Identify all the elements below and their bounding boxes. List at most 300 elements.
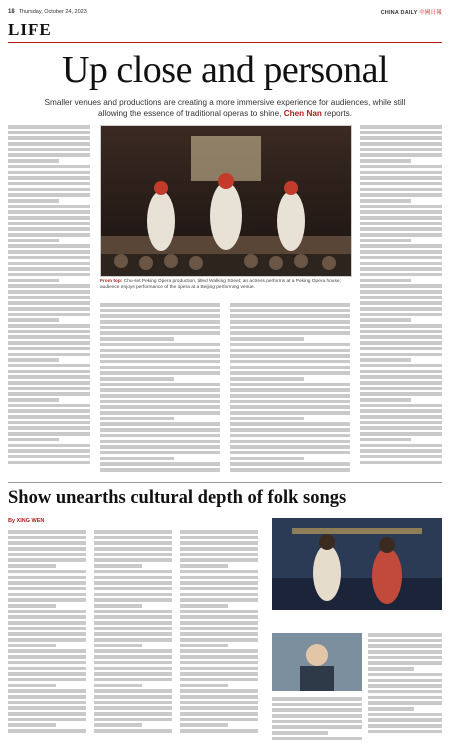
text-line	[8, 689, 86, 693]
text-line	[230, 349, 350, 353]
text-line	[100, 440, 220, 444]
text-line	[94, 598, 172, 602]
text-line	[8, 392, 90, 396]
text-line	[8, 313, 90, 317]
text-line	[8, 438, 59, 442]
text-line	[180, 581, 258, 585]
text-line	[8, 148, 90, 152]
text-line	[180, 638, 258, 642]
text-line	[8, 455, 90, 459]
text-line	[180, 678, 258, 682]
text-line	[100, 343, 220, 347]
text-line	[8, 159, 59, 163]
text-line	[360, 233, 442, 237]
text-line	[8, 558, 86, 562]
text-line	[360, 159, 411, 163]
text-line	[94, 604, 142, 608]
text-line	[180, 621, 258, 625]
text-line	[180, 632, 258, 636]
second-article-headline: Show unearths cultural depth of folk songs	[8, 488, 347, 508]
text-line	[368, 650, 442, 654]
text-line	[8, 570, 86, 574]
text-line	[360, 387, 442, 391]
text-line	[230, 451, 350, 455]
text-line	[230, 428, 350, 432]
text-line	[360, 409, 442, 413]
text-line	[8, 353, 90, 357]
text-line	[360, 370, 442, 374]
text-line	[100, 405, 220, 409]
text-line	[100, 337, 174, 341]
text-line	[8, 210, 90, 214]
text-line	[8, 541, 86, 545]
text-line	[94, 667, 172, 671]
text-line	[230, 303, 350, 307]
text-line	[8, 250, 90, 254]
text-line	[8, 706, 86, 710]
text-line	[8, 233, 90, 237]
text-line	[272, 720, 362, 724]
text-line	[360, 239, 411, 243]
text-line	[230, 434, 350, 438]
text-line	[8, 222, 90, 226]
page-number: 18	[8, 9, 15, 15]
body-column-2	[100, 303, 220, 475]
text-line	[360, 398, 411, 402]
text-line	[94, 610, 172, 614]
text-line	[360, 318, 411, 322]
text-line	[8, 370, 90, 374]
text-line	[360, 455, 442, 459]
issue-date: Thursday, October 24, 2023	[18, 9, 87, 15]
text-line	[94, 655, 172, 659]
text-line	[360, 330, 442, 334]
text-line	[368, 707, 414, 711]
text-line	[94, 570, 172, 574]
body-column-1	[8, 125, 90, 475]
text-line	[8, 262, 90, 266]
text-line	[8, 375, 90, 379]
text-line	[8, 678, 86, 682]
text-line	[94, 684, 142, 688]
text-line	[230, 422, 350, 426]
text-line	[100, 394, 220, 398]
text-line	[360, 438, 411, 442]
text-line	[360, 262, 442, 266]
text-line	[100, 354, 220, 358]
text-line	[368, 701, 442, 705]
text-line	[8, 672, 86, 676]
text-line	[368, 684, 442, 688]
text-line	[8, 564, 56, 568]
portrait-image	[272, 633, 362, 691]
text-line	[8, 461, 90, 465]
text-line	[360, 426, 442, 430]
article-headline: Up close and personal	[61, 49, 389, 91]
text-line	[180, 604, 228, 608]
text-line	[230, 377, 304, 381]
text-line	[8, 723, 56, 727]
text-line	[360, 222, 442, 226]
text-line	[230, 388, 350, 392]
text-line	[8, 576, 86, 580]
text-line	[8, 182, 90, 186]
text-line	[180, 729, 258, 733]
text-line	[230, 457, 304, 461]
text-line	[94, 712, 172, 716]
text-line	[368, 718, 442, 722]
text-line	[360, 176, 442, 180]
text-line	[360, 216, 442, 220]
text-line	[230, 445, 350, 449]
text-line	[360, 324, 442, 328]
text-line	[180, 712, 258, 716]
text-line	[8, 421, 90, 425]
text-line	[230, 417, 304, 421]
text-line	[8, 335, 90, 339]
text-line	[8, 718, 86, 722]
text-line	[8, 364, 90, 368]
text-line	[8, 581, 86, 585]
text-line	[368, 713, 442, 717]
text-line	[180, 530, 258, 534]
text-line	[180, 672, 258, 676]
text-line	[100, 366, 220, 370]
text-line	[180, 541, 258, 545]
text-line	[180, 684, 228, 688]
text-line	[368, 673, 442, 677]
text-line	[100, 377, 174, 381]
text-line	[230, 343, 350, 347]
text-line	[272, 708, 362, 712]
text-line	[8, 684, 56, 688]
text-line	[272, 697, 362, 701]
text-line	[360, 205, 442, 209]
text-line	[368, 730, 442, 734]
text-line	[8, 165, 90, 169]
text-line	[94, 553, 172, 557]
section-title: LIFE	[8, 20, 52, 39]
text-line	[8, 188, 90, 192]
text-line	[94, 729, 172, 733]
text-line	[360, 341, 442, 345]
text-line	[100, 360, 220, 364]
text-line	[360, 256, 442, 260]
text-line	[360, 153, 442, 157]
text-line	[8, 644, 56, 648]
text-line	[180, 615, 258, 619]
text-line	[180, 558, 258, 562]
second-article-body	[8, 530, 258, 740]
text-line	[8, 598, 86, 602]
text-line	[360, 461, 442, 465]
text-line	[180, 701, 258, 705]
text-line	[180, 627, 258, 631]
text-line	[368, 724, 442, 728]
text-line	[230, 383, 350, 387]
text-line	[230, 360, 350, 364]
text-line	[8, 347, 90, 351]
text-line	[8, 593, 86, 597]
text-line	[94, 672, 172, 676]
text-line	[180, 598, 258, 602]
text-line	[8, 587, 86, 591]
text-line	[368, 679, 442, 683]
body-column	[8, 530, 86, 740]
text-line	[100, 349, 220, 353]
text-line	[100, 422, 220, 426]
text-line	[94, 576, 172, 580]
text-line	[8, 125, 90, 129]
folk-singer-photo	[272, 518, 442, 610]
text-line	[230, 366, 350, 370]
text-line	[360, 381, 442, 385]
text-line	[180, 706, 258, 710]
body-column	[272, 697, 362, 742]
text-line	[368, 644, 442, 648]
text-line	[8, 273, 90, 277]
text-line	[94, 661, 172, 665]
text-line	[360, 421, 442, 425]
text-line	[100, 451, 220, 455]
stage-image	[101, 126, 351, 276]
text-line	[100, 445, 220, 449]
text-line	[360, 131, 442, 135]
text-line	[94, 593, 172, 597]
text-line	[180, 570, 258, 574]
text-line	[100, 457, 174, 461]
text-line	[360, 273, 442, 277]
text-line	[8, 426, 90, 430]
text-line	[94, 644, 142, 648]
text-line	[360, 335, 442, 339]
text-line	[100, 371, 220, 375]
text-line	[94, 678, 172, 682]
text-line	[8, 610, 86, 614]
text-line	[8, 131, 90, 135]
text-line	[360, 290, 442, 294]
text-line	[368, 690, 442, 694]
text-line	[230, 405, 350, 409]
text-line	[180, 536, 258, 540]
text-line	[180, 644, 228, 648]
text-line	[360, 171, 442, 175]
text-line	[8, 530, 86, 534]
article-subhead: Smaller venues and productions are creating a more immersive experience for audiences, while still allowing the essence of traditional operas to shine, Chen Nan reports.	[44, 98, 406, 118]
text-line	[180, 576, 258, 580]
text-line	[94, 621, 172, 625]
text-line	[180, 553, 258, 557]
text-line	[100, 388, 220, 392]
section-header	[8, 20, 442, 43]
text-line	[8, 284, 90, 288]
text-line	[94, 695, 172, 699]
performance-image	[272, 518, 442, 610]
text-line	[8, 193, 90, 197]
text-line	[100, 326, 220, 330]
text-line	[360, 392, 442, 396]
text-line	[272, 714, 362, 718]
text-line	[230, 309, 350, 313]
text-line	[360, 364, 442, 368]
text-line	[8, 318, 59, 322]
text-line	[8, 695, 86, 699]
text-line	[8, 341, 90, 345]
text-line	[230, 314, 350, 318]
text-line	[94, 632, 172, 636]
text-line	[8, 290, 90, 294]
text-line	[94, 638, 172, 642]
text-line	[272, 725, 362, 729]
text-line	[360, 313, 442, 317]
text-line	[180, 547, 258, 551]
text-line	[100, 462, 220, 466]
text-line	[8, 627, 86, 631]
text-line	[360, 142, 442, 146]
text-line	[8, 387, 90, 391]
text-line	[368, 656, 442, 660]
body-column-3	[230, 303, 350, 475]
text-line	[180, 667, 258, 671]
text-line	[180, 718, 258, 722]
text-line	[8, 415, 90, 419]
text-line	[94, 536, 172, 540]
text-line	[100, 428, 220, 432]
text-line	[360, 444, 442, 448]
text-line	[8, 324, 90, 328]
text-line	[368, 633, 442, 637]
text-line	[8, 330, 90, 334]
text-line	[360, 284, 442, 288]
text-line	[360, 182, 442, 186]
text-line	[360, 227, 442, 231]
text-line	[368, 696, 442, 700]
text-line	[230, 320, 350, 324]
text-line	[100, 309, 220, 313]
section-divider	[8, 482, 442, 483]
text-line	[8, 381, 90, 385]
body-column-4	[360, 125, 442, 475]
text-line	[360, 136, 442, 140]
text-line	[360, 415, 442, 419]
text-line	[230, 440, 350, 444]
text-line	[94, 649, 172, 653]
text-line	[360, 353, 442, 357]
text-line	[360, 296, 442, 300]
text-line	[100, 411, 220, 415]
text-line	[94, 547, 172, 551]
photo-caption: From top: Chu-set Peking Opera production, titled Walking Street; an actress performs at a Peking Opera house; audience enjoys performance of the opera at a Beijing performing venue.	[100, 279, 341, 291]
text-line	[230, 371, 350, 375]
text-line	[8, 267, 90, 271]
text-line	[100, 383, 220, 387]
text-line	[94, 564, 142, 568]
text-line	[360, 193, 442, 197]
text-line	[8, 239, 59, 243]
text-line	[360, 199, 411, 203]
text-line	[180, 655, 258, 659]
text-line	[8, 296, 90, 300]
text-line	[230, 462, 350, 466]
text-line	[180, 649, 258, 653]
text-line	[8, 449, 90, 453]
brand-logo: CHINA DAILY 中國日報	[380, 10, 442, 16]
text-line	[230, 331, 350, 335]
text-line	[368, 639, 442, 643]
text-line	[230, 337, 304, 341]
text-line	[368, 661, 442, 665]
text-line	[8, 712, 86, 716]
text-line	[360, 307, 442, 311]
text-line	[94, 581, 172, 585]
text-line	[8, 171, 90, 175]
text-line	[8, 409, 90, 413]
text-line	[8, 227, 90, 231]
text-line	[8, 301, 90, 305]
text-line	[8, 205, 90, 209]
text-line	[360, 279, 411, 283]
text-line	[94, 587, 172, 591]
second-article-byline: By XING WEN	[8, 518, 45, 524]
opera-stage-photo	[100, 125, 352, 277]
body-column	[368, 633, 442, 738]
text-line	[8, 244, 90, 248]
text-line	[180, 695, 258, 699]
text-line	[360, 188, 442, 192]
text-line	[100, 417, 174, 421]
text-line	[8, 358, 59, 362]
text-line	[100, 434, 220, 438]
text-line	[8, 136, 90, 140]
text-line	[180, 689, 258, 693]
text-line	[8, 307, 90, 311]
body-column	[94, 530, 172, 740]
text-line	[8, 701, 86, 705]
text-line	[100, 400, 220, 404]
text-line	[94, 706, 172, 710]
text-line	[360, 244, 442, 248]
text-line	[360, 165, 442, 169]
text-line	[360, 432, 442, 436]
text-line	[8, 142, 90, 146]
text-line	[180, 587, 258, 591]
text-line	[180, 593, 258, 597]
text-line	[8, 153, 90, 157]
text-line	[94, 718, 172, 722]
text-line	[8, 729, 86, 733]
text-line	[100, 331, 220, 335]
text-line	[360, 125, 442, 129]
text-line	[8, 547, 86, 551]
text-line	[230, 468, 350, 472]
text-line	[8, 553, 86, 557]
text-line	[94, 627, 172, 631]
text-line	[100, 303, 220, 307]
text-line	[180, 661, 258, 665]
text-line	[360, 358, 411, 362]
text-line	[8, 638, 86, 642]
text-line	[180, 564, 228, 568]
author-name: Chen Nan	[283, 109, 322, 118]
text-line	[8, 604, 56, 608]
text-line	[94, 558, 172, 562]
text-line	[8, 176, 90, 180]
text-line	[360, 375, 442, 379]
text-line	[368, 667, 414, 671]
text-line	[8, 661, 86, 665]
text-line	[94, 723, 142, 727]
text-line	[94, 530, 172, 534]
